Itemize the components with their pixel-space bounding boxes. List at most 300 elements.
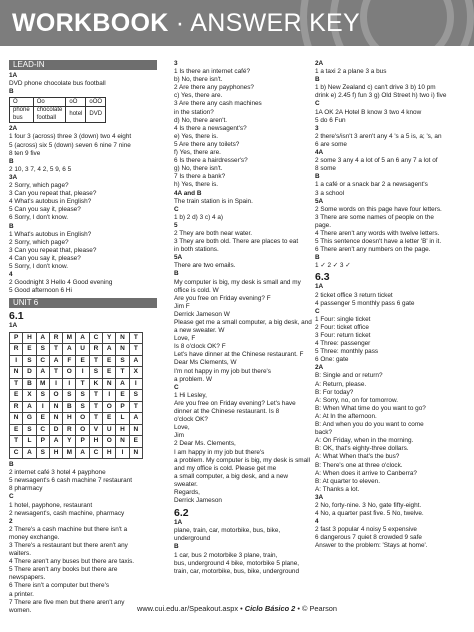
answer-lines [315,372,467,493]
grid-cell: E [116,390,129,402]
answer-line: 3 Can you repeat that, please? [9,246,97,254]
grid-cell: A [23,401,36,413]
table-cell: phone bus [10,107,34,123]
exercise-label: 2A [315,60,324,67]
answer-lines [174,552,322,576]
grid-cell: F [63,355,76,367]
grid-cell: T [129,332,142,344]
answer-line: Love, F [174,335,196,343]
grid-cell: A [103,344,116,356]
grid-cell: P [10,332,23,344]
answer-line: 5 Are there any toilets? [174,140,240,148]
grid-cell: S [76,401,89,413]
footer-separator: • [295,604,302,613]
grid-cell: I [76,367,89,379]
exercise-label: B [315,254,320,262]
exercise-label: C [315,307,320,315]
exercise-label: 5 [174,221,178,229]
grid-cell: N [49,413,62,425]
exercise-label: B [9,157,14,165]
answer-line: Answer to the problem: 'Stays at home'. [315,542,428,550]
grid-row [10,378,143,390]
answer-line: 5 Good afternoon 6 Hi [9,287,72,295]
answer-line: 4 No, a quarter past five. 5 No, twelve. [315,510,424,518]
exercise-label: C [174,383,179,391]
answer-line: 2 No, forty-nine. 3 No, gate fifty-eight. [315,501,422,509]
answer-line: 2 There's a cash machine but there isn't a [9,525,128,533]
grid-cell: T [10,436,23,448]
lesson-heading: 6.1 [9,310,24,323]
answer-line: g) No, there isn't. [174,165,223,173]
answer-line: Dear Ms Clements, W [174,359,237,367]
grid-cell: R [10,401,23,413]
grid-cell: A [129,355,142,367]
grid-cell: T [49,344,62,356]
answer-lines [315,316,467,365]
grid-cell: U [103,424,116,436]
answer-line: 5 Can you say it, please? [9,206,81,214]
grid-cell: Y [63,436,76,448]
answer-line: A: On Friday, when in the morning. [315,437,414,445]
answer-line: 5 There aren't any books but there are [9,566,118,574]
grid-cell: R [49,332,62,344]
answer-line: 8 ten 9 five [9,149,41,157]
grid-cell: C [89,332,102,344]
grid-row [10,332,143,344]
footer-url: www.cui.edu.ar/Speakout.aspx [136,604,239,613]
answer-line: Let's have dinner at the Chinese restaurant. F [174,351,304,359]
answer-lines [9,279,161,295]
answer-line: 2 Are there any payphones? [174,84,254,92]
grid-cell: H [23,332,36,344]
exercise-label: B [9,88,14,96]
grid-row [10,413,143,425]
footer-separator: • [238,604,245,613]
grid-cell: S [129,390,142,402]
answer-line: in both stations. [174,246,219,254]
answer-line: 1 Four: single ticket [315,315,371,323]
answer-line: My computer is big, my desk is small and my [174,278,301,286]
answer-line: Are you free on Friday evening? Let's have [174,399,296,407]
answer-line: A: When does it arrive to Canberra? [315,469,417,477]
exercise-label: 3 [315,124,319,132]
answer-lines [9,502,161,518]
grid-cell: T [89,401,102,413]
answer-line: f) Yes, there are. [174,149,221,157]
answer-lines [315,181,467,197]
exercise-label: 3 [174,60,178,67]
answer-line: 1 hotel, payphone, restaurant [9,501,93,509]
answer-line: A: Sorry, no, on for tomorrow. [315,396,398,404]
grid-cell: G [23,413,36,425]
answer-line: 2 Four: ticket office [315,323,369,331]
answer-lines [315,206,467,255]
answer-line: 6 There aren't any numbers on the page. [315,246,431,254]
grid-cell: U [76,344,89,356]
answer-line: 3 Are there any cash machines [174,100,262,108]
grid-cell: N [116,436,129,448]
table-cell: O [10,98,34,107]
answer-lines [9,469,161,493]
answer-line: 2 internet café 3 hotel 4 payphone [9,469,106,477]
answer-line: A: Return, please. [315,380,367,388]
exercise-label: 4A and B [174,189,202,197]
answer-lines [315,502,467,518]
lesson-heading: 6.3 [315,271,330,284]
answer-text: 1 b) 2 d) 3 c) 4 a) [174,213,224,221]
answer-text: 1 a taxi 2 a plane 3 a bus [315,68,387,76]
answer-line: 6 Sorry, I don't know. [9,214,68,222]
answer-line: 7 Is there a bank? [174,173,226,181]
answer-line: 1 four 3 (across) three 3 (down) two 4 eight [9,133,132,141]
grid-cell: M [63,332,76,344]
exercise-label: B [9,461,14,469]
answer-line: 4 Is there a newsagent's? [174,124,247,132]
exercise-label: 4A [315,149,324,157]
answer-line: Derrick Jameson [174,497,222,505]
grid-cell: E [23,344,36,356]
grid-cell: N [10,367,23,379]
answer-line: B: And when you do you want to come [315,421,424,429]
answer-line: 5 newsagent's 6 cash machine 7 restaurant [9,477,133,485]
answer-line: page. [315,221,331,229]
answer-line: A: What When that's the bus? [315,453,400,461]
grid-cell: P [76,436,89,448]
answer-text: DVD phone chocolate bus football [9,80,106,88]
answer-line: 2 fast 3 popular 4 noisy 5 expensive [315,526,417,534]
table-cell: DVD [86,107,106,123]
answer-lines [315,133,467,149]
exercise-label: 3A [315,493,324,501]
answer-text: There are two emails. [174,262,236,270]
answer-line: 5 (across) six 5 (down) seven 6 nine 7 nine [9,141,131,149]
answer-line: 6 One: gate [315,356,349,364]
grid-cell: O [76,413,89,425]
grid-cell: E [129,436,142,448]
grid-cell: A [76,332,89,344]
exercise-label: 4 [315,518,319,526]
exercise-label: 1A [315,283,324,291]
answer-line: b) No, there isn't. [174,76,223,84]
exercise-label: B [315,173,320,181]
answer-line: 4 passenger 5 monthly pass 6 gate [315,299,415,307]
grid-cell: E [36,413,49,425]
grid-cell: H [49,447,62,459]
answer-lines [315,292,467,308]
answer-line: 3 They are both old. There are places to eat [174,238,299,246]
page-header [0,0,474,46]
answer-line: waiters. [9,550,32,558]
answer-line: 1 Is there an internet café? [174,68,251,76]
decorative-ring [360,0,454,46]
answer-line: 4 What's autobus in English? [9,198,92,206]
answer-line: 5 Sorry, I don't know. [9,262,68,270]
table-cell: hotel [66,107,86,123]
answer-line: office is cold. W [174,286,219,294]
exercise-label: 2A [9,125,18,133]
grid-cell: T [10,378,23,390]
answer-line: 1 b) New Zealand c) can't drive 3 b) 10 pm [315,84,436,92]
grid-cell: T [129,344,142,356]
answer-line: in the station? [174,108,214,116]
grid-cell: E [10,424,23,436]
column-2 [174,60,322,576]
answer-line: Are you free on Friday evening? F [174,294,271,302]
answer-line: B: For today? [315,388,354,396]
grid-cell: O [103,401,116,413]
exercise-label: B [174,543,179,551]
answer-lines [174,527,322,543]
answer-line: Love, [174,424,190,432]
grid-cell: L [116,413,129,425]
answer-line: 4 Three: passenger [315,340,371,348]
answer-line: 4 Can you say it, please? [9,254,81,262]
answer-line: 1 car, bus 2 motorbike 3 plane, train, [174,551,278,559]
stress-table [9,97,106,123]
answer-line: 2 Sorry, which page? [9,182,69,190]
grid-cell: X [129,367,142,379]
answer-lines [174,279,322,384]
grid-cell: S [36,344,49,356]
answer-line: 2 there's/isn't 3 aren't any 4 's a 5 is, a; 's, an [315,132,442,140]
grid-cell: N [116,344,129,356]
answer-line: c) Yes, there are. [174,92,223,100]
answer-line: I am happy in my job but there's [174,448,265,456]
grid-cell: M [36,378,49,390]
grid-cell: O [63,367,76,379]
answer-lines [315,84,467,100]
grid-row [10,424,143,436]
answer-line: train, car, motorbike, bus, bike, underground [174,567,300,575]
grid-cell: D [49,424,62,436]
exercise-label: B [315,76,320,84]
grid-cell: R [10,344,23,356]
grid-cell: I [63,378,76,390]
title-light: · ANSWER KEY [168,9,360,37]
grid-cell: N [129,447,142,459]
answer-line: 5 This sentence doesn't have a letter 'B' in it. [315,238,442,246]
answer-line: Please get me a small computer, a big desk, and [174,319,312,326]
grid-cell: O [103,436,116,448]
answer-lines [315,526,467,550]
answer-line: a problem. W [174,375,213,383]
answer-text: 2 10, 3 7, 4 2, 5 9, 6 5 [9,165,72,173]
footer-copyright: © Pearson [301,604,338,613]
grid-cell: I [103,390,116,402]
answer-line: 1 Hi Lesley, [174,391,207,399]
answer-lines [174,68,322,189]
answer-lines [174,230,322,254]
grid-cell: E [10,390,23,402]
grid-cell: S [89,367,102,379]
word-search-grid [9,332,143,460]
answer-text: 1 ✓ 2 ✓ 3 ✓ [315,262,351,270]
table-cell: oOO [86,98,106,107]
answer-lines [315,109,467,125]
answer-line: B: Single and or return? [315,372,383,380]
grid-cell: N [103,378,116,390]
grid-cell: T [89,390,102,402]
answer-line: I'm not happy in my job but there's [174,367,271,375]
grid-cell: A [116,378,129,390]
answer-line: money exchange. [9,533,60,541]
exercise-label: B [174,270,179,278]
grid-cell: E [103,367,116,379]
grid-cell: S [116,355,129,367]
answer-line: plane, train, car, motorbike, bus, bike, [174,527,281,535]
grid-cell: M [63,447,76,459]
answer-line: 8 pharmacy [9,485,43,493]
answer-line: 6 There isn't a computer but there's [9,582,110,590]
grid-cell: D [23,367,36,379]
grid-cell: V [89,424,102,436]
grid-cell: T [76,378,89,390]
grid-cell: N [10,413,23,425]
column-3 [315,60,467,551]
grid-cell: A [36,367,49,379]
answer-line: newspapers. [9,574,46,582]
grid-cell: H [103,447,116,459]
answer-lines [9,182,161,222]
answer-line: 1 a café or a snack bar 2 a newsagent's [315,181,428,189]
lead-in-heading: LEAD-IN [9,60,157,70]
answer-line: d) No, there aren't. [174,116,228,124]
grid-cell: T [49,367,62,379]
grid-cell: E [103,355,116,367]
grid-cell: T [116,367,129,379]
grid-cell: A [63,344,76,356]
answer-line: 6 are some [315,140,347,148]
grid-cell: A [129,413,142,425]
grid-cell: R [63,424,76,436]
answer-line: bus, underground 4 bike, motorbike 5 plane, [174,559,300,567]
answer-line: 2 They are both near water. [174,229,253,237]
grid-cell: S [63,390,76,402]
answer-line: o'clock OK? [174,416,208,424]
unit-6-heading: UNIT 6 [9,298,157,308]
grid-cell: H [63,413,76,425]
answer-line: 2 Some words on this page have four letters. [315,205,442,213]
answer-line: B: At quarter to eleven. [315,477,381,485]
answer-lines [174,392,322,505]
answer-line: 2 Goodnight 3 Hello 4 Good evening [9,279,113,287]
grid-cell: O [76,424,89,436]
grid-cell: R [89,344,102,356]
grid-cell: T [129,401,142,413]
answer-line: drink e) 2.45 f) fun 3 g) Old Street h) two i) five [315,92,447,100]
answer-line: B: When What time do you want to go? [315,404,426,412]
answer-line: 2 Dear Ms. Clements, [174,440,236,448]
footer-course: Ciclo Básico 2 [244,604,296,613]
grid-cell: O [49,390,62,402]
answer-line: 1 What's autobus in English? [9,230,92,238]
answer-line: A: Thanks a lot. [315,485,360,493]
answer-line: a printer. [9,590,34,598]
grid-cell: I [36,401,49,413]
grid-cell: S [36,390,49,402]
exercise-label: 1A [174,519,183,527]
answer-line: 7 There are five men but there aren't any [9,598,125,606]
grid-cell: T [89,413,102,425]
answer-line: B: There's one at three o'clock. [315,461,403,469]
exercise-label: 1A [9,322,18,330]
answer-line: 4 There aren't any buses but there are taxis. [9,558,135,566]
answer-line: 1A OK 2A Hotel B know 3 two 4 know [315,108,422,116]
answer-line: 2 ticket office 3 return ticket [315,291,393,299]
grid-cell: I [116,447,129,459]
grid-cell: S [23,424,36,436]
grid-cell: N [49,401,62,413]
title-bold: WORKBOOK [12,9,169,37]
grid-cell: B [63,401,76,413]
exercise-label: C [174,205,179,213]
answer-line: 6 dangerous 7 quiet 8 crowded 9 safe [315,534,422,542]
grid-cell: C [10,447,23,459]
answer-text: The train station is in Spain. [174,197,253,205]
lesson-heading: 6.2 [174,507,189,520]
grid-cell: N [129,424,142,436]
grid-cell: B [23,378,36,390]
grid-cell: C [36,424,49,436]
answer-line: sweater. [174,480,198,488]
exercise-label: 3A [9,173,18,181]
answer-line: 5 Three: monthly pass [315,348,379,356]
grid-cell: K [89,378,102,390]
grid-cell: A [49,355,62,367]
grid-cell: H [89,436,102,448]
grid-cell: N [116,332,129,344]
grid-row [10,355,143,367]
grid-cell: H [116,424,129,436]
exercise-label: B [9,222,14,230]
exercise-label: 4 [9,271,13,279]
answer-line: a problem. My computer is big, my desk is small [174,456,311,464]
answer-lines [315,157,467,173]
grid-row [10,344,143,356]
answer-line: h) Yes, there is. [174,181,219,189]
answer-line: Jim [174,432,184,440]
answer-line: back? [315,429,333,437]
answer-line: 3 There are some names of people on the [315,213,434,221]
grid-cell: L [23,436,36,448]
grid-cell: I [49,378,62,390]
stress-table-row [10,107,106,123]
exercise-label: 5A [174,254,183,262]
page-title [12,9,360,38]
answer-line: Is 8 o'clock OK? F [174,343,226,351]
answer-line: dinner at the Chinese restaurant. Is 8 [174,408,280,416]
answer-line: Derrick Jameson W [174,310,230,318]
grid-cell: Y [103,332,116,344]
answer-lines [9,231,161,271]
answer-line: 8 some [315,165,336,173]
answer-line: underground [174,535,211,543]
exercise-label: C [315,100,320,108]
grid-row [10,447,143,459]
answer-line: 2 Sorry, which page? [9,238,69,246]
grid-cell: I [10,355,23,367]
stress-table-header [10,98,106,107]
answer-line: 3 Four: return ticket [315,332,371,339]
grid-cell: C [89,447,102,459]
grid-cell: S [36,447,49,459]
grid-cell: X [23,390,36,402]
grid-row [10,390,143,402]
answer-lines [9,526,161,615]
grid-cell: A [76,447,89,459]
table-cell: Oo [33,98,66,107]
table-cell: chocolate football [33,107,66,123]
